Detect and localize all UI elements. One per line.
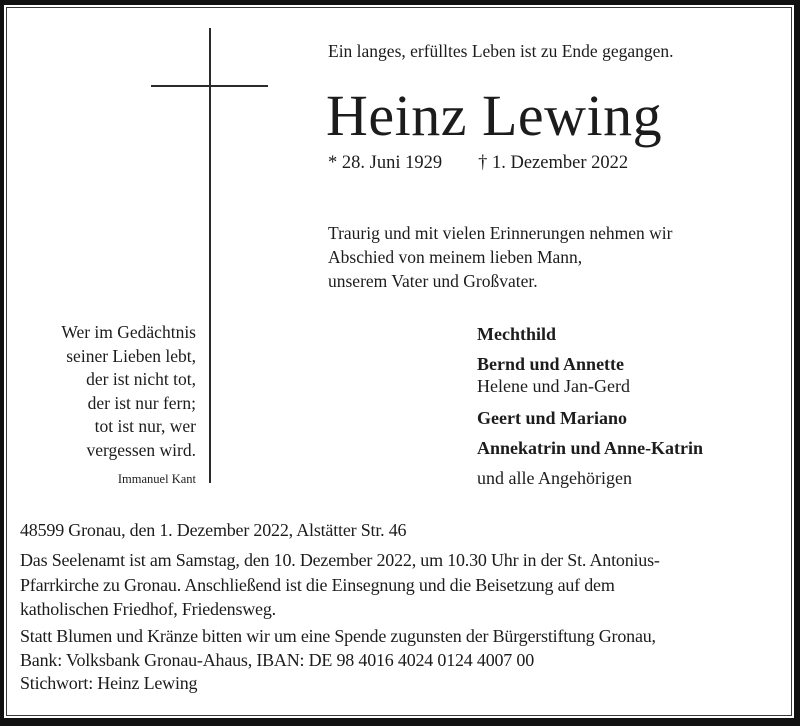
tribute-line: Abschied von meinem lieben Mann, <box>328 247 583 267</box>
death-date: † 1. Dezember 2022 <box>478 153 629 173</box>
poem-line: vergessen wird. <box>86 439 196 460</box>
mourner-name: Mechthild <box>477 324 556 344</box>
address-date-line: 48599 Gronau, den 1. Dezember 2022, Alstätter Str. 46 <box>20 520 407 540</box>
mourner-name: Annekatrin und Anne-Katrin <box>477 438 704 458</box>
intro-line: Ein langes, erfülltes Leben ist zu Ende gegangen. <box>328 41 674 61</box>
deceased-name: Heinz Lewing <box>326 83 663 148</box>
poem-line: der ist nicht tot, <box>86 369 196 389</box>
memorial-poem <box>20 321 196 492</box>
poem-line: tot ist nur, wer <box>94 416 196 436</box>
mourners-list <box>477 323 703 489</box>
service-line: Pfarrkirche zu Gronau. Anschließend ist die Einsegnung und die Beisetzung auf dem <box>20 574 615 595</box>
poem-line: Wer im Gedächtnis <box>61 322 196 342</box>
tribute-line: Traurig und mit vielen Erinnerungen nehmen wir <box>328 223 673 243</box>
donation-line: Statt Blumen und Kränze bitten wir um eine Spende zugunsten der Bürgerstiftung Gronau, <box>20 626 656 646</box>
tribute-line: unserem Vater und Großvater. <box>328 271 538 291</box>
mourner-name: Geert und Mariano <box>477 408 627 428</box>
funeral-service-paragraph <box>20 548 660 622</box>
tribute-paragraph <box>328 221 672 293</box>
cross-horizontal-bar <box>151 85 268 87</box>
mourner-name: Helene und Jan-Gerd <box>477 376 630 396</box>
cross-vertical-bar <box>209 28 211 483</box>
service-line: Das Seelenamt ist am Samstag, den 10. Dezember 2022, um 10.30 Uhr in der St. Antonius- <box>20 550 660 570</box>
donation-line: Bank: Volksbank Gronau-Ahaus, IBAN: DE 98 4016 4024 0124 4007 00 <box>20 649 535 670</box>
donation-paragraph <box>20 625 656 696</box>
mourner-name: und alle Angehörigen <box>477 468 632 488</box>
poem-author: Immanuel Kant <box>117 472 196 486</box>
poem-line: seiner Lieben lebt, <box>66 345 196 366</box>
poem-line: der ist nur fern; <box>87 392 196 413</box>
keyword-line: Stichwort: Heinz Lewing <box>20 673 198 693</box>
mourner-name: Bernd und Annette <box>477 354 625 374</box>
service-line: katholischen Friedhof, Friedensweg. <box>20 599 276 619</box>
birth-date: * 28. Juni 1929 <box>328 153 443 173</box>
life-dates <box>328 153 628 174</box>
